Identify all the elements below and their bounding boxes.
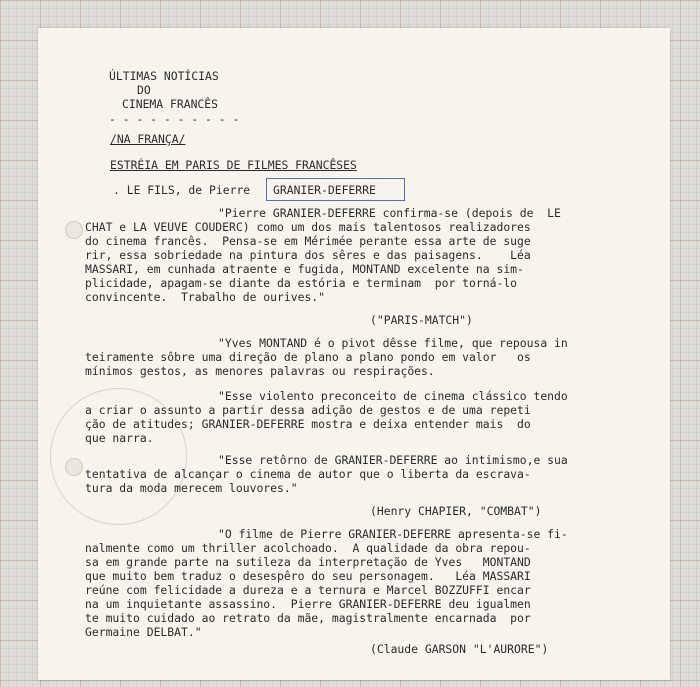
p5-line: reúne com felicidade a dureza e a ternura e Marcel BOZZUFFI encar — [85, 583, 531, 597]
punch-hole-top — [65, 221, 83, 239]
p5-line: "O filme de Pierre GRANIER-DEFERRE apresenta-se fi- — [218, 527, 568, 541]
p1-line: "Pierre GRANIER-DEFERRE confirma-se (depois de LE — [218, 206, 561, 220]
header-rule: - - - - - - - - - - — [109, 112, 240, 126]
p5-line: nalmente como um thriller acolchoado. A qualidade da obra repou- — [85, 541, 531, 555]
p5-line: Germaine DELBAT." — [85, 625, 202, 639]
director-highlight-box — [266, 178, 405, 201]
p5-line: sa em grande parte na sutileza da interpretação de Yves MONTAND — [85, 555, 531, 569]
source-paris-match: ("PARIS-MATCH") — [370, 313, 473, 327]
p1-line: convincente. Trabalho de ourives." — [85, 290, 326, 304]
subtitle: ESTRÉIA EM PARIS DE FILMES FRANCÊSES — [110, 158, 357, 172]
p1-line: do cinema francês. Pensa-se em Mérimée perante essa arte de suge — [85, 234, 531, 248]
p5-line: te muito cuidado ao retrato da mãe, magistralmente encarnada por — [85, 611, 531, 625]
p3-line: "Esse violento preconceito de cinema clássico tendo — [218, 389, 568, 403]
p1-line: MASSARI, em cunhada atraente e fugida, MONTAND excelente na sim- — [85, 262, 524, 276]
p1-line: plicidade, apagam-se diante da estória e terminam por torná-lo — [85, 276, 518, 290]
p1-line: CHAT e LA VEUVE COUDERC) como um dos mais talentosos realizadores — [85, 220, 531, 234]
p2-line: teiramente sôbre uma direção de plano a plano pondo em valor os — [85, 350, 531, 364]
film-line-prefix: . LE FILS, de Pierre — [113, 183, 251, 197]
p4-line: tura da moda merecem louvores." — [85, 481, 298, 495]
p3-line: que narra. — [85, 431, 154, 445]
p5-line: na um inquietante assassino. Pierre GRANIER-DEFERRE deu igualmen — [85, 597, 531, 611]
film-director: GRANIER-DEFERRE — [273, 183, 376, 197]
source-laurore: (Claude GARSON "L'AURORE") — [370, 642, 549, 656]
p5-line: que muito bem traduz o desespêro do seu personagem. Léa MASSARI — [85, 569, 531, 583]
header-line-3: CINEMA FRANCÊS — [122, 97, 219, 111]
header-line-1: ÚLTIMAS NOTÍCIAS — [109, 69, 219, 83]
p4-line: tentativa de alcançar o cinema de autor que o liberta da escrava- — [85, 467, 531, 481]
p3-line: a criar o assunto a partir dessa adição de gestos e de uma repeti — [85, 403, 531, 417]
p2-line: mínimos gestos, as menores palavras ou respirações. — [85, 364, 435, 378]
p1-line: rir, essa sobriedade na pintura dos sêres e das paisagens. Léa — [85, 248, 531, 262]
section-label: /NA FRANÇA/ — [110, 132, 186, 146]
p4-line: "Esse retôrno de GRANIER-DEFERRE ao intimismo,e sua — [218, 453, 568, 467]
source-combat: (Henry CHAPIER, "COMBAT") — [370, 504, 542, 518]
p3-line: ção de atitudes; GRANIER-DEFERRE mostra e deixa entender mais do — [85, 417, 531, 431]
header-line-2: DO — [137, 83, 151, 97]
p2-line: "Yves MONTAND é o pivot dêsse filme, que repousa in — [218, 336, 568, 350]
